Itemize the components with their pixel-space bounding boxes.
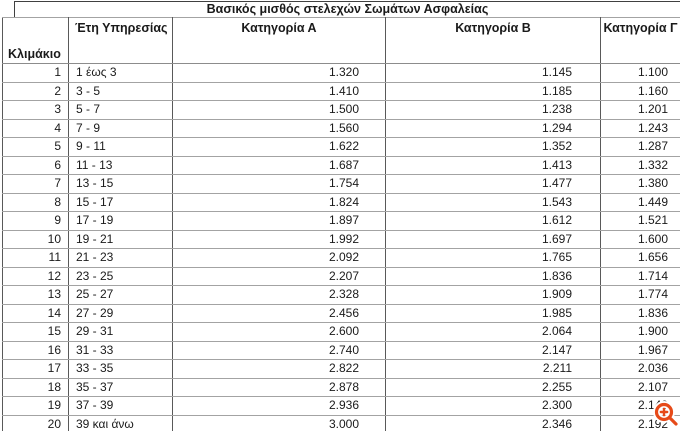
table-row (3, 341, 680, 360)
category-a-cell: 2.740 (173, 341, 386, 360)
category-c-cell: 1.600 (601, 230, 680, 249)
category-b-cell: 1.612 (386, 212, 601, 231)
table-row (3, 138, 680, 157)
category-b-cell: 1.145 (386, 64, 601, 83)
grade-cell: 20 (3, 415, 69, 431)
category-b-cell: 2.255 (386, 378, 601, 397)
grade-cell: 13 (3, 286, 69, 305)
table-row (3, 156, 680, 175)
grade-cell: 8 (3, 193, 69, 212)
zoom-magnifier-icon[interactable] (652, 401, 680, 429)
years-cell: 9 - 11 (69, 138, 173, 157)
category-a-cell: 2.822 (173, 360, 386, 379)
table-header-row (3, 18, 680, 64)
category-c-cell: 1.714 (601, 267, 680, 286)
years-cell: 5 - 7 (69, 101, 173, 120)
grade-cell: 4 (3, 119, 69, 138)
category-a-cell: 1.410 (173, 82, 386, 101)
category-b-cell: 2.346 (386, 415, 601, 431)
table-row (3, 397, 680, 416)
header-grade: Κλιμάκιο (3, 18, 69, 64)
years-cell: 37 - 39 (69, 397, 173, 416)
category-a-cell: 3.000 (173, 415, 386, 431)
header-category-a: Κατηγορία Α (173, 18, 386, 64)
table-row (3, 230, 680, 249)
category-c-cell: 2.149 (601, 397, 680, 416)
table-row (3, 360, 680, 379)
table-row (3, 249, 680, 268)
salary-table-body (3, 64, 680, 431)
category-c-cell: 1.967 (601, 341, 680, 360)
grade-cell: 6 (3, 156, 69, 175)
years-cell: 7 - 9 (69, 119, 173, 138)
years-cell: 27 - 29 (69, 304, 173, 323)
years-cell: 1 έως 3 (69, 64, 173, 83)
table-row (3, 267, 680, 286)
category-c-cell: 1.201 (601, 101, 680, 120)
category-c-cell: 1.521 (601, 212, 680, 231)
years-cell: 17 - 19 (69, 212, 173, 231)
category-b-cell: 2.064 (386, 323, 601, 342)
category-a-cell: 1.320 (173, 64, 386, 83)
category-a-cell: 1.560 (173, 119, 386, 138)
grade-cell: 1 (3, 64, 69, 83)
category-c-cell: 1.160 (601, 82, 680, 101)
grade-cell: 3 (3, 101, 69, 120)
header-category-b: Κατηγορία Β (386, 18, 601, 64)
grade-cell: 5 (3, 138, 69, 157)
grade-cell: 12 (3, 267, 69, 286)
category-b-cell: 1.697 (386, 230, 601, 249)
header-category-c: Κατηγορία Γ (601, 18, 680, 64)
category-a-cell: 1.687 (173, 156, 386, 175)
category-c-cell: 1.656 (601, 249, 680, 268)
years-cell: 15 - 17 (69, 193, 173, 212)
table-row (3, 175, 680, 194)
category-c-cell: 2.192 (601, 415, 680, 431)
grade-cell: 2 (3, 82, 69, 101)
table-row (3, 82, 680, 101)
table-row (3, 101, 680, 120)
years-cell: 35 - 37 (69, 378, 173, 397)
grade-cell: 18 (3, 378, 69, 397)
category-b-cell: 1.352 (386, 138, 601, 157)
category-b-cell: 1.543 (386, 193, 601, 212)
category-a-cell: 1.622 (173, 138, 386, 157)
category-b-cell: 1.238 (386, 101, 601, 120)
grade-cell: 16 (3, 341, 69, 360)
years-cell: 11 - 13 (69, 156, 173, 175)
category-c-cell: 1.449 (601, 193, 680, 212)
grade-cell: 14 (3, 304, 69, 323)
category-b-cell: 1.765 (386, 249, 601, 268)
category-c-cell: 1.836 (601, 304, 680, 323)
table-row (3, 323, 680, 342)
category-a-cell: 1.897 (173, 212, 386, 231)
category-c-cell: 1.287 (601, 138, 680, 157)
years-cell: 21 - 23 (69, 249, 173, 268)
table-row (3, 304, 680, 323)
category-b-cell: 2.300 (386, 397, 601, 416)
grade-cell: 15 (3, 323, 69, 342)
grade-cell: 17 (3, 360, 69, 379)
category-a-cell: 2.456 (173, 304, 386, 323)
grade-cell: 10 (3, 230, 69, 249)
category-b-cell: 1.836 (386, 267, 601, 286)
category-a-cell: 1.824 (173, 193, 386, 212)
category-b-cell: 1.413 (386, 156, 601, 175)
years-cell: 33 - 35 (69, 360, 173, 379)
category-a-cell: 2.878 (173, 378, 386, 397)
category-b-cell: 1.294 (386, 119, 601, 138)
grade-cell: 19 (3, 397, 69, 416)
years-cell: 23 - 25 (69, 267, 173, 286)
grade-cell: 9 (3, 212, 69, 231)
category-c-cell: 2.107 (601, 378, 680, 397)
category-a-cell: 1.500 (173, 101, 386, 120)
table-row (3, 64, 680, 83)
category-c-cell: 1.100 (601, 64, 680, 83)
category-b-cell: 1.477 (386, 175, 601, 194)
category-a-cell: 2.328 (173, 286, 386, 305)
years-cell: 25 - 27 (69, 286, 173, 305)
category-b-cell: 1.909 (386, 286, 601, 305)
grade-cell: 7 (3, 175, 69, 194)
category-c-cell: 1.380 (601, 175, 680, 194)
table-title: Βασικός μισθός στελεχών Σωμάτων Ασφαλείας (14, 1, 680, 17)
table-row (3, 415, 680, 431)
years-cell: 19 - 21 (69, 230, 173, 249)
years-cell: 31 - 33 (69, 341, 173, 360)
table-row (3, 212, 680, 231)
category-c-cell: 1.774 (601, 286, 680, 305)
category-b-cell: 2.147 (386, 341, 601, 360)
grade-cell: 11 (3, 249, 69, 268)
category-b-cell: 1.985 (386, 304, 601, 323)
category-b-cell: 1.185 (386, 82, 601, 101)
years-cell: 3 - 5 (69, 82, 173, 101)
category-c-cell: 1.332 (601, 156, 680, 175)
table-row (3, 119, 680, 138)
category-c-cell: 1.900 (601, 323, 680, 342)
table-row (3, 378, 680, 397)
years-cell: 39 και άνω (69, 415, 173, 431)
header-years: Έτη Υπηρεσίας (69, 18, 173, 64)
category-a-cell: 2.936 (173, 397, 386, 416)
category-b-cell: 2.211 (386, 360, 601, 379)
category-a-cell: 2.600 (173, 323, 386, 342)
years-cell: 29 - 31 (69, 323, 173, 342)
category-c-cell: 2.036 (601, 360, 680, 379)
category-a-cell: 2.092 (173, 249, 386, 268)
category-a-cell: 2.207 (173, 267, 386, 286)
category-a-cell: 1.754 (173, 175, 386, 194)
category-c-cell: 1.243 (601, 119, 680, 138)
table-row (3, 193, 680, 212)
salary-table (2, 17, 680, 431)
table-row (3, 286, 680, 305)
category-a-cell: 1.992 (173, 230, 386, 249)
years-cell: 13 - 15 (69, 175, 173, 194)
